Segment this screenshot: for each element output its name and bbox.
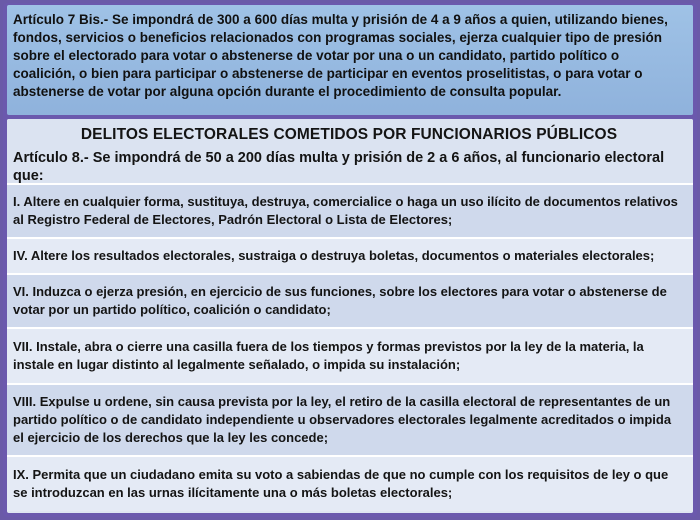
item-fraction-vi: VI. Induzca o ejerza presión, en ejercicio de sus funciones, sobre los electores para votar o abstenerse de votar por un partido político, coalición o candidato; bbox=[7, 275, 693, 329]
article-7-bis-text: Artículo 7 Bis.- Se impondrá de 300 a 600 días multa y prisión de 4 a 9 años a quien, utilizando bienes, fondos, servicios o beneficios relacionados con programas sociales, ejerza cualquier tipo de presión sobre el electorado para votar o abstenerse de votar por una o un candidato, partido político o coalición, o bien para participar o abstenerse de participar en eventos proselitistas, o para votar o abstenerse de votar por alguna opción durante el procedimiento de consulta popular. bbox=[7, 5, 693, 115]
item-fraction-iv: IV. Altere los resultados electorales, sustraiga o destruya boletas, documentos o materiales electorales; bbox=[7, 239, 693, 275]
article-8-text: Artículo 8.- Se impondrá de 50 a 200 días multa y prisión de 2 a 6 años, al funcionario electoral que: bbox=[7, 151, 693, 185]
document-frame bbox=[3, 3, 697, 517]
item-fraction-ix: IX. Permita que un ciudadano emita su voto a sabiendas de que no cumple con los requisitos de ley o que se introduzcan en las urnas ilícitamente una o más boletas electorales; bbox=[7, 457, 693, 511]
item-fraction-i: I. Altere en cualquier forma, sustituya, destruya, comercialice o haga un uso ilícito de documentos relativos al Registro Federal de Electores, Padrón Electoral o Lista de Electores; bbox=[7, 185, 693, 239]
officials-crimes-panel bbox=[7, 119, 693, 513]
item-fraction-viii: VIII. Expulse u ordene, sin causa prevista por la ley, el retiro de la casilla electoral de representantes de un partido político o de candidato independiente u observadores electorales legalmente acreditados o impida el ejercicio de los derechos que la ley les concede; bbox=[7, 385, 693, 457]
section-heading: DELITOS ELECTORALES COMETIDOS POR FUNCIONARIOS PÚBLICOS bbox=[7, 119, 693, 151]
item-fraction-vii: VII. Instale, abra o cierre una casilla fuera de los tiempos y formas previstos por la ley de la materia, la instale en lugar distinto al legalmente señalado, o impida su instalación; bbox=[7, 329, 693, 385]
